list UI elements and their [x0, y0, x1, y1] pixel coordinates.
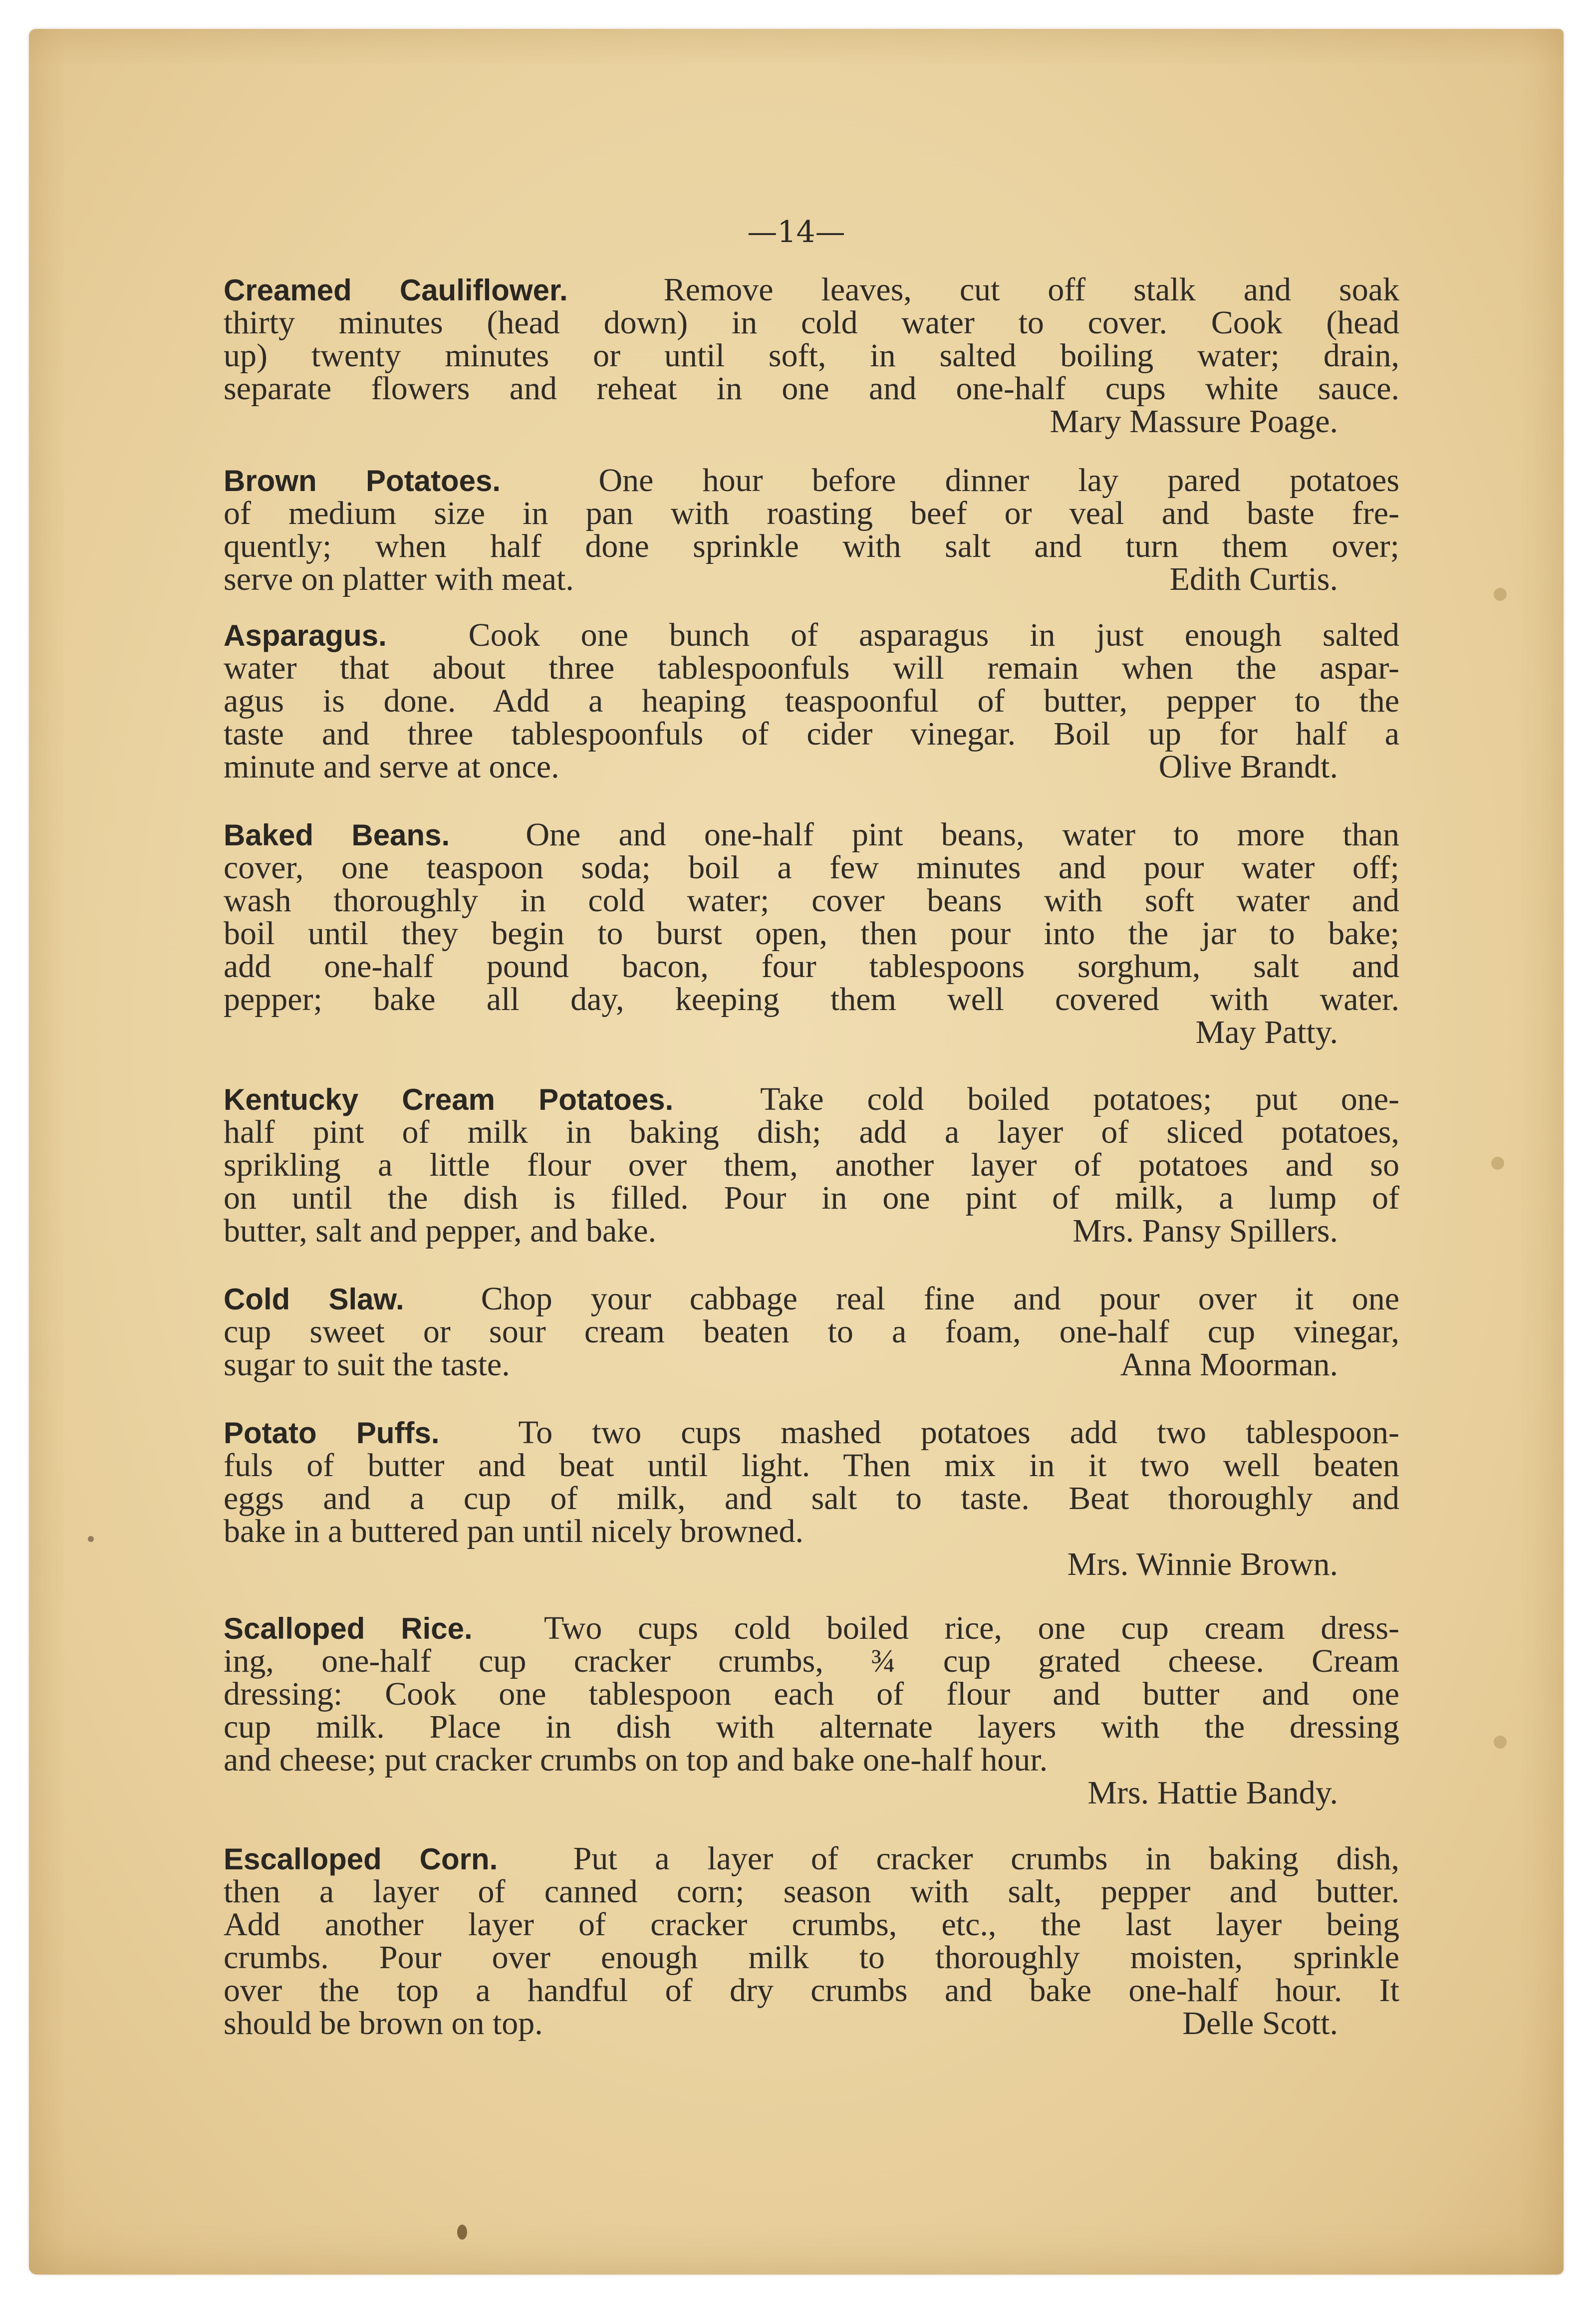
recipe-line: then a layer of canned corn; season with salt, pepper and butter.: [224, 1873, 1399, 1910]
recipe-line: and cheese; put cracker crumbs on top and bake one-half hour.: [224, 1742, 1048, 1778]
recipe-line: taste and three tablespoonfuls of cider vinegar. Boil up for half a: [224, 716, 1399, 752]
recipe-line: [224, 1083, 1399, 1116]
paper-stain: [1491, 1157, 1504, 1170]
recipe-line: Add another layer of cracker crumbs, etc., the last layer being: [224, 1906, 1399, 1943]
recipe-line: butter, salt and pepper, and bake.: [224, 1213, 657, 1249]
recipe-title: Scalloped Rice.: [224, 1612, 473, 1645]
recipe-line: eggs and a cup of milk, and salt to taste. Beat thoroughly and: [224, 1480, 1399, 1517]
recipe-line: [224, 273, 1399, 307]
recipe-text: One and one-half pint beans, water to more than: [526, 816, 1400, 853]
recipe-author: Edith Curtis.: [1169, 561, 1338, 597]
book-page: [29, 29, 1564, 2275]
recipe-text: Put a layer of cracker crumbs in baking dish,: [573, 1840, 1400, 1877]
recipe-line: crumbs. Pour over enough milk to thoroughly moisten, sprinkle: [224, 1939, 1399, 1976]
recipe-line: boil until they begin to burst open, then pour into the jar to bake;: [224, 915, 1399, 952]
recipe-line: over the top a handful of dry crumbs and bake one-half hour. It: [224, 1972, 1399, 2009]
recipe-text: Remove leaves, cut off stalk and soak: [663, 271, 1399, 308]
recipe-line: sprikling a little flour over them, another layer of potatoes and so: [224, 1147, 1399, 1183]
paper-stain: [457, 2225, 467, 2240]
recipe-line: [224, 464, 1399, 498]
recipe-title: Brown Potatoes.: [224, 464, 501, 498]
recipe-author: Mrs. Winnie Brown.: [1067, 1546, 1338, 1582]
recipe-author: Delle Scott.: [1182, 2005, 1338, 2042]
recipe-title: Creamed Cauliflower.: [224, 273, 568, 307]
recipe-title: Potato Puffs.: [224, 1416, 440, 1450]
recipe-line: quently; when half done sprinkle with salt and turn them over;: [224, 528, 1399, 564]
recipe-author: Mrs. Pansy Spillers.: [1072, 1213, 1338, 1249]
recipe-title: Cold Slaw.: [224, 1282, 404, 1316]
recipe-line: [224, 1416, 1399, 1450]
recipe-title: Asparagus.: [224, 619, 387, 652]
recipe-line: [224, 1282, 1399, 1316]
recipe-text: Cook one bunch of asparagus in just enough salted: [468, 617, 1399, 653]
recipe-line: half pint of milk in baking dish; add a layer of sliced potatoes,: [224, 1114, 1399, 1150]
recipe-line: agus is done. Add a heaping teaspoonful of butter, pepper to the: [224, 683, 1399, 719]
recipe-line: [224, 619, 1399, 652]
recipe-line: ing, one-half cup cracker crumbs, ¾ cup grated cheese. Cream: [224, 1643, 1399, 1679]
recipe-line: on until the dish is filled. Pour in one pint of milk, a lump of: [224, 1180, 1399, 1216]
recipe-line: water that about three tablespoonfuls will remain when the aspar-: [224, 650, 1399, 686]
recipe-text: Take cold boiled potatoes; put one-: [760, 1081, 1400, 1117]
recipe-line: serve on platter with meat.: [224, 561, 574, 597]
recipe-line: bake in a buttered pan until nicely browned.: [224, 1513, 803, 1549]
recipe-line: add one-half pound bacon, four tablespoons sorghum, salt and: [224, 948, 1399, 985]
recipe-author: Mrs. Hattie Bandy.: [1087, 1775, 1338, 1811]
recipe-author: May Patty.: [1195, 1014, 1338, 1050]
recipe-line: cover, one teaspoon soda; boil a few minutes and pour water off;: [224, 849, 1399, 886]
paper-stain: [1494, 1736, 1507, 1749]
recipe-line: thirty minutes (head down) in cold water to cover. Cook (head: [224, 304, 1399, 341]
recipe-line: wash thoroughly in cold water; cover beans with soft water and: [224, 882, 1399, 919]
recipe-line: [224, 1842, 1399, 1876]
paper-stain: [1494, 588, 1507, 601]
recipe-line: fuls of butter and beat until light. Then mix in it two well beaten: [224, 1447, 1399, 1484]
recipe-line: [224, 1612, 1399, 1645]
recipe-line: cup sweet or sour cream beaten to a foam, one-half cup vinegar,: [224, 1313, 1399, 1350]
recipe-line: separate flowers and reheat in one and one-half cups white sauce.: [224, 370, 1399, 407]
page-number: —14—: [747, 215, 845, 250]
recipe-author: Anna Moorman.: [1120, 1346, 1338, 1383]
recipe-line: should be brown on top.: [224, 2005, 543, 2042]
recipe-title: Kentucky Cream Potatoes.: [224, 1083, 674, 1116]
recipe-author: Mary Massure Poage.: [1050, 403, 1338, 440]
recipe-text: To two cups mashed potatoes add two tablespoon-: [518, 1414, 1399, 1451]
recipe-title: Baked Beans.: [224, 818, 450, 852]
recipe-line: minute and serve at once.: [224, 749, 559, 785]
recipe-line: of medium size in pan with roasting beef or veal and baste fre-: [224, 495, 1399, 531]
recipe-line: [224, 818, 1399, 852]
recipe-text: One hour before dinner lay pared potatoes: [598, 462, 1399, 499]
paper-stain: [88, 1536, 94, 1542]
recipe-title: Escalloped Corn.: [224, 1842, 498, 1876]
recipe-line: pepper; bake all day, keeping them well covered with water.: [224, 981, 1399, 1018]
recipe-text: Two cups cold boiled rice, one cup cream dress-: [543, 1610, 1400, 1646]
recipe-line: sugar to suit the taste.: [224, 1346, 510, 1383]
recipe-author: Olive Brandt.: [1158, 749, 1338, 785]
recipe-line: up) twenty minutes or until soft, in salted boiling water; drain,: [224, 337, 1399, 374]
recipe-text: Chop your cabbage real fine and pour over it one: [481, 1280, 1399, 1317]
recipe-line: cup milk. Place in dish with alternate layers with the dressing: [224, 1709, 1399, 1745]
recipe-line: dressing: Cook one tablespoon each of flour and butter and one: [224, 1676, 1399, 1712]
